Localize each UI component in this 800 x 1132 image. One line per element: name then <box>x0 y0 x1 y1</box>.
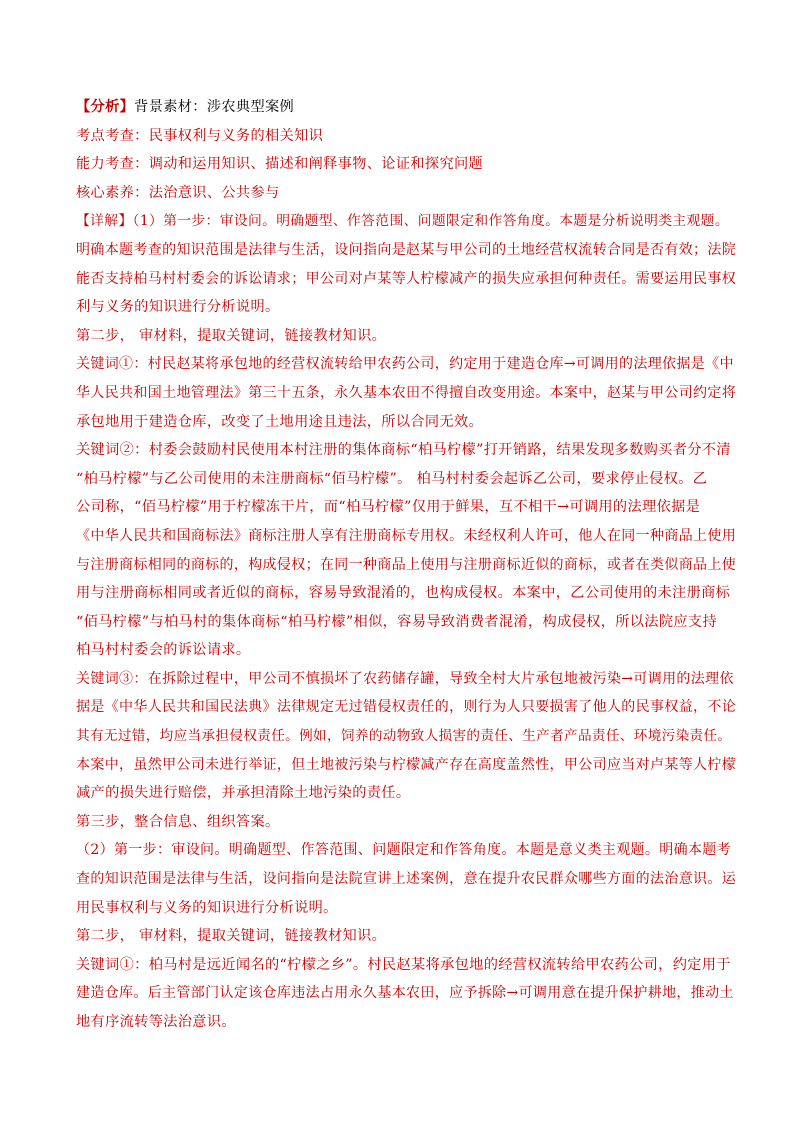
text-line: 明确本题考查的知识范围是法律与生活，设问指向是赵某与甲公司的土地经营权流转合同是否有效；法院 <box>76 241 737 258</box>
text-line: 利与义务的知识进行分析说明。 <box>76 299 280 316</box>
text-line: 建造仓库。后主管部门认定该仓库违法占用永久基本农田，应予拆除→可调用意在提升保护耕地，推动土 <box>76 985 734 1002</box>
text-line: 其有无过错，均应当承担侵权责任。例如，饲养的动物致人损害的责任、生产者产品责任、环境污染责任。 <box>76 728 732 745</box>
answer-analysis-text <box>76 93 736 1037</box>
text-line: 核心素养：法治意识、公共参与 <box>76 184 280 201</box>
text-line: “佰马柠檬”与柏马村的集体商标“柏马柠檬”相似，容易导致消费者混淆，构成侵权，所以法院应支持 <box>76 613 717 630</box>
text-line: （2）第一步：审设问。明确题型、作答范围、问题限定和作答角度。本题是意义类主观题。明确本题考 <box>76 842 732 859</box>
text-line: 承包地用于建造仓库，改变了土地用途且违法，所以合同无效。 <box>76 413 484 430</box>
text-line: 用与注册商标相同或者近似的商标，容易导致混淆的，也构成侵权。本案中，乙公司使用的未注册商标 <box>76 585 731 602</box>
text-line: “柏马柠檬”与乙公司使用的未注册商标“佰马柠檬”。 柏马村村委会起诉乙公司，要求停止侵权。乙 <box>76 470 708 487</box>
section-label: 【分析】 <box>76 99 135 115</box>
text-line: 关键词③：在拆除过程中，甲公司不慎损坏了农药储存罐，导致全村大片承包地被污染→可调用的法理依 <box>76 670 734 687</box>
text-line: 本案中，虽然甲公司未进行举证，但土地被污染与柠檬减产存在高度盖然性，甲公司应当对卢某等人柠檬 <box>76 756 737 773</box>
text-line: 关键词①：柏马村是远近闻名的“柠檬之乡”。村民赵某将承包地的经营权流转给甲农药公司，约定用于 <box>76 956 731 973</box>
text-line: 用民事权利与义务的知识进行分析说明。 <box>76 899 338 916</box>
text-line <box>76 93 736 122</box>
text-line: 考点考查：民事权利与义务的相关知识 <box>76 127 324 144</box>
text-line: 关键词①：村民赵某将承包地的经营权流转给甲农药公司，约定用于建造仓库→可调用的法理依据是《中 <box>76 356 734 373</box>
text-line: 与注册商标相同的商标的，构成侵权；在同一种商品上使用与注册商标近似的商标，或者在类似商品上使 <box>76 556 737 573</box>
text-line: 公司称，“佰马柠檬”用于柠檬冻干片，而“柏马柠檬”仅用于鲜果，互不相干→可调用的法理依据是 <box>76 499 701 516</box>
text-line: 【详解】（1）第一步：审设问。明确题型、作答范围、问题限定和作答角度。本题是分析说明类主观题。 <box>76 213 729 230</box>
text-line: 第二步， 审材料，提取关键词，链接教材知识。 <box>76 327 387 344</box>
text-line: 第三步，整合信息、组织答案。 <box>76 813 280 830</box>
text-line: 地有序流转等法治意识。 <box>76 1014 236 1030</box>
text-line: 柏马村村委会的诉讼请求。 <box>76 642 251 659</box>
text-line: 《中华人民共和国商标法》商标注册人享有注册商标专用权。未经权利人许可，他人在同一种商品上使用 <box>76 527 737 544</box>
text-line: 能否支持柏马村村委会的诉讼请求；甲公司对卢某等人柠檬减产的损失应承担何种责任。需要运用民事权 <box>76 270 737 287</box>
text-line: 华人民共和国土地管理法》第三十五条，永久基本农田不得擅自改变用途。本案中，赵某与甲公司约定将 <box>76 384 737 401</box>
text-line: 查的知识范围是法律与生活，设问指向是法院宣讲上述案例，意在提升农民群众哪些方面的法治意识。运 <box>76 871 737 888</box>
section-text: 背景素材：涉农典型案例 <box>134 99 295 115</box>
text-line: 减产的损失进行赔偿，并承担清除土地污染的责任。 <box>76 785 411 802</box>
text-line: 能力考查：调动和运用知识、描述和阐释事物、论证和探究问题 <box>76 156 484 173</box>
text-line: 第二步， 审材料，提取关键词，链接教材知识。 <box>76 928 387 945</box>
text-line: 关键词②：村委会鼓励村民使用本村注册的集体商标“柏马柠檬”打开销路，结果发现多数购买者分不清 <box>76 442 731 459</box>
text-line: 据是《中华人民共和国民法典》法律规定无过错侵权责任的，则行为人只要损害了他人的民事权益，不论 <box>76 699 737 716</box>
